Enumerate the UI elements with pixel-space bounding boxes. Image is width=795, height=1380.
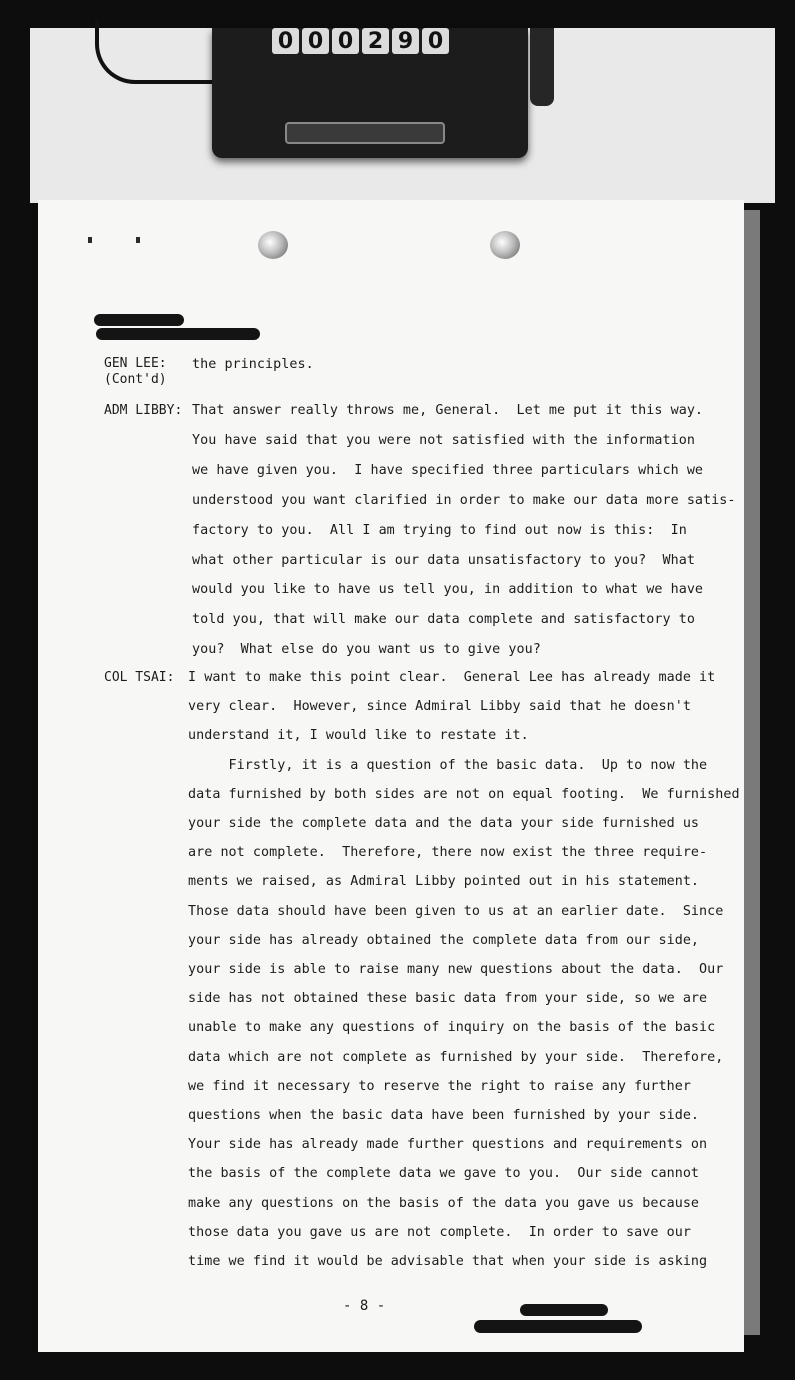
frame-counter [272,28,449,56]
transcript-line: side has not obtained these basic data from your side, so we are [188,991,708,1007]
counter-cable [95,20,229,84]
transcript-line: make any questions on the basis of the data you gave us because [188,1195,700,1211]
transcript-line: You have said that you were not satisfied with the information [192,432,695,448]
counter-knob [530,28,554,106]
page-number: - 8 - [343,1298,386,1314]
transcript-line: I want to make this point clear. General Lee has already made it [188,670,716,685]
counter-digit: 0 [422,28,449,54]
transcript-line: told you, that will make our data complete and satisfactory to [192,612,695,628]
punch-hole [490,231,520,259]
transcript-line: your side the complete data and the data your side furnished us [188,816,700,831]
transcript-line: questions when the basic data have been furnished by your side. [188,1108,700,1123]
transcript-line: Your side has already made further questions and requirements on [188,1137,708,1153]
transcript-line: the basis of the complete data we gave to you. Our side cannot [188,1166,700,1182]
redaction-bar [520,1304,608,1316]
counter-digit: 9 [392,28,419,54]
transcript-line: understood you want clarified in order to make our data more satis- [192,492,736,508]
transcript-line: you? What else do you want us to give you? [192,642,541,658]
transcript-line: Firstly, it is a question of the basic data. Up to now the [188,757,708,773]
counter-digit: 0 [302,28,329,54]
transcript-line: time we find it would be advisable that when your side is asking [188,1254,708,1269]
page-edge-shadow [742,210,760,1335]
redaction-bar [474,1320,642,1333]
transcript-line: data furnished by both sides are not on equal footing. We furnished [188,786,740,802]
transcript-line: we have given you. I have specified three particulars which we [192,462,704,478]
speaker-label: COL TSAI: [104,670,175,685]
transcript-line: the principles. [192,357,314,372]
transcript-line: Those data should have been given to us at an earlier date. Since [188,903,724,919]
speaker-continued-note: (Cont'd) [104,372,167,387]
transcript-line: we find it necessary to reserve the right to raise any further [188,1078,691,1094]
counter-digit: 0 [332,28,359,54]
redaction-bar [94,314,184,326]
transcript-line: your side is able to raise many new questions about the data. Our [188,962,724,977]
transcript-line: understand it, I would like to restate it. [188,728,529,744]
transcript-line: That answer really throws me, General. Let me put it this way. [192,403,704,418]
transcript-line: unable to make any questions of inquiry on the basis of the basic [188,1020,716,1036]
counter-digit: 2 [362,28,389,54]
transcript-line: your side has already obtained the complete data from our side, [188,932,700,948]
margin-mark [88,237,92,243]
punch-hole [258,231,288,259]
transcript-line: those data you gave us are not complete. In order to save our [188,1224,691,1240]
transcript-line: what other particular is our data unsatisfactory to you? What [192,552,695,568]
speaker-label: ADM LIBBY: [104,403,183,418]
redaction-bar [96,328,260,340]
transcript-line: data which are not complete as furnished by your side. Therefore, [188,1049,724,1065]
transcript-line: very clear. However, since Admiral Libby said that he doesn't [188,699,691,715]
transcript-line: are not complete. Therefore, there now exist the three require- [188,845,708,861]
counter-plate [285,122,445,144]
counter-digit: 0 [272,28,299,54]
margin-mark [136,237,140,243]
speaker-label: GEN LEE: [104,356,167,371]
transcript-line: ments we raised, as Admiral Libby pointed out in his statement. [188,874,700,890]
transcript-line: factory to you. All I am trying to find out now is this: In [192,522,687,538]
transcript-line: would you like to have us tell you, in addition to what we have [192,582,704,598]
